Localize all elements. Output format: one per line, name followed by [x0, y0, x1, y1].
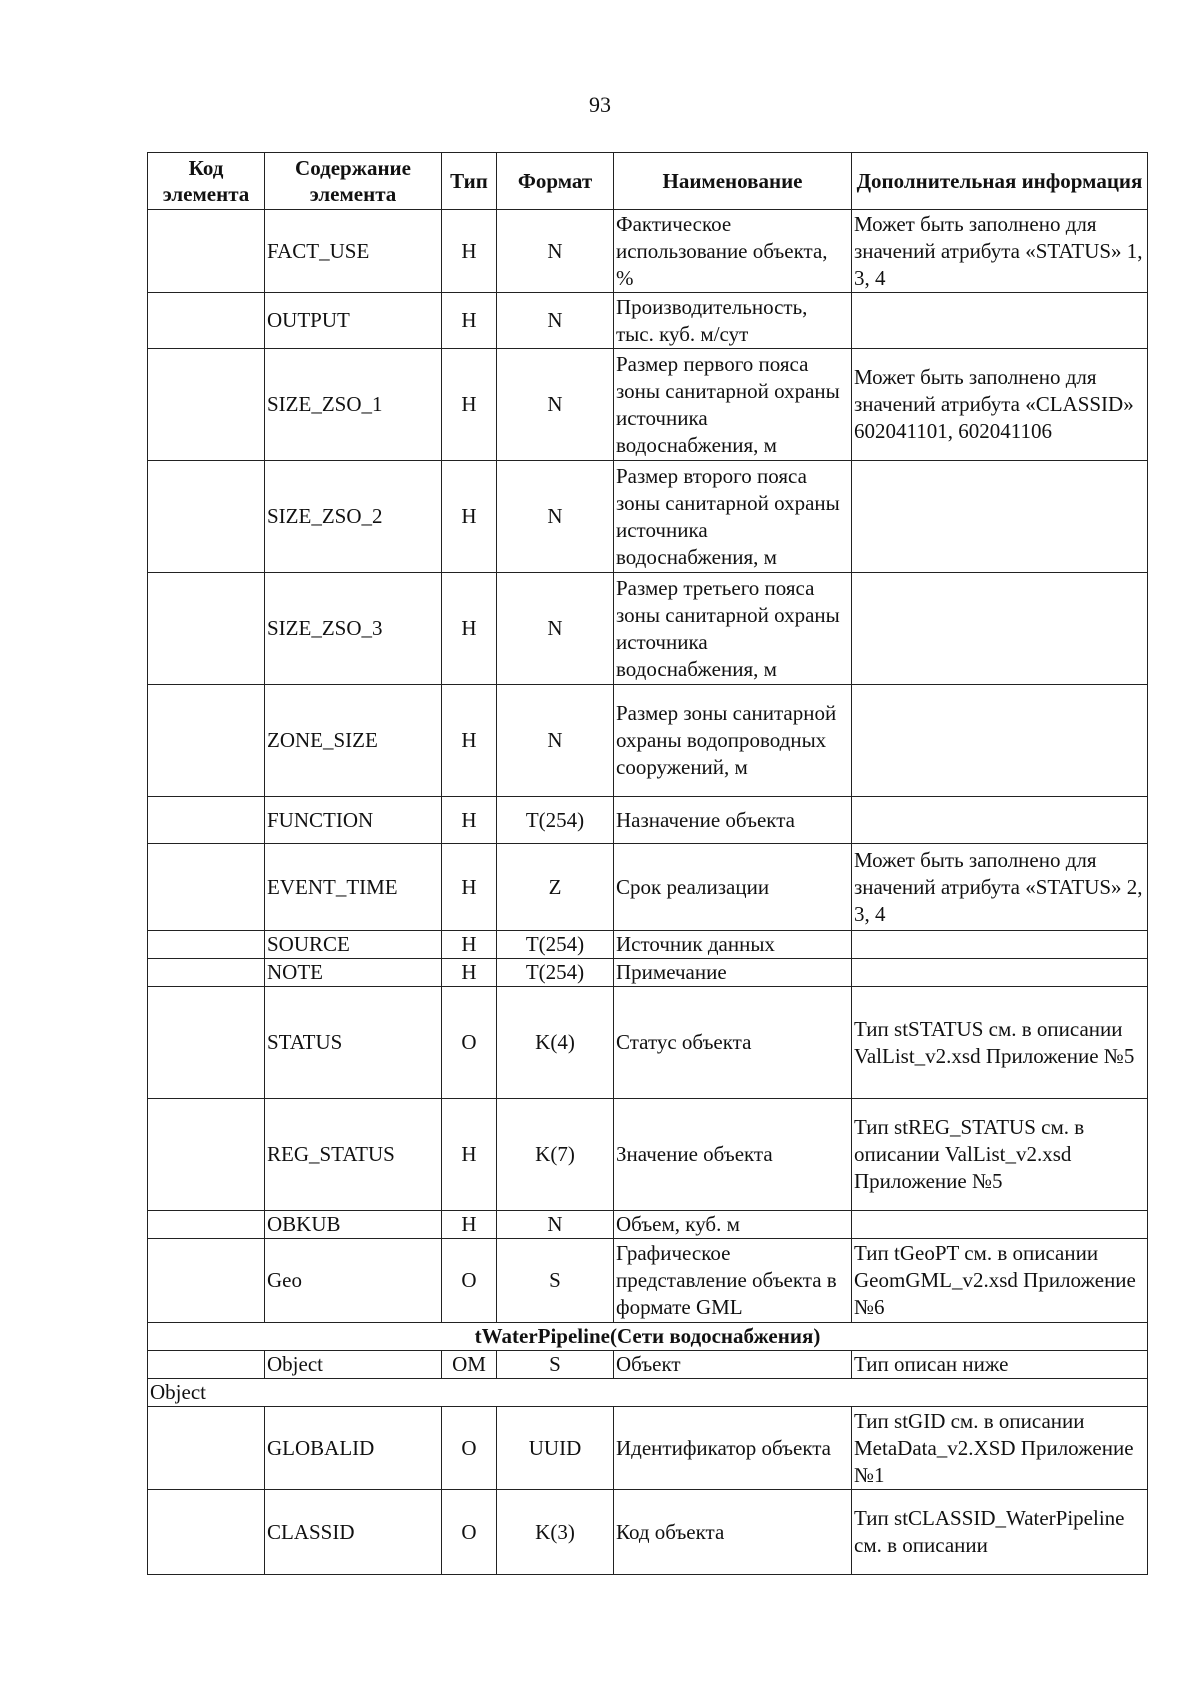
type-cell: Н [442, 1211, 497, 1239]
info-cell: Тип stREG_STATUS см. в описании ValList_v2.xsd Приложение №5 [852, 1099, 1148, 1211]
element-name-cell: STATUS [265, 987, 442, 1099]
format-cell: N [497, 1211, 614, 1239]
element-name-cell: NOTE [265, 959, 442, 987]
format-cell: N [497, 210, 614, 293]
info-cell [852, 573, 1148, 685]
info-cell: Тип stSTATUS см. в описании ValList_v2.xsd Приложение №5 [852, 987, 1148, 1099]
format-cell: K(3) [497, 1490, 614, 1575]
type-cell: Н [442, 210, 497, 293]
element-name-cell: OUTPUT [265, 293, 442, 349]
type-cell: Н [442, 844, 497, 931]
table-row [148, 931, 1148, 959]
table-row [148, 959, 1148, 987]
element-code-cell [148, 210, 265, 293]
type-cell: Н [442, 797, 497, 844]
type-cell: Н [442, 1099, 497, 1211]
format-cell: K(7) [497, 1099, 614, 1211]
type-cell: Н [442, 349, 497, 461]
info-cell: Может быть заполнено для значений атрибута «CLASSID» 602041101, 602041106 [852, 349, 1148, 461]
title-cell: Идентификатор объекта [614, 1407, 852, 1490]
header-content: Содержание элемента [265, 153, 442, 210]
element-code-cell [148, 1407, 265, 1490]
table-row [148, 844, 1148, 931]
element-code-cell [148, 1211, 265, 1239]
info-cell: Тип описан ниже [852, 1351, 1148, 1379]
group-label: Object [148, 1379, 1148, 1407]
table-row [148, 349, 1148, 461]
title-cell: Графическое представление объекта в формате GML [614, 1239, 852, 1323]
type-cell: Н [442, 461, 497, 573]
section-title: tWaterPipeline(Сети водоснабжения) [148, 1323, 1148, 1351]
format-cell: N [497, 685, 614, 797]
info-cell: Может быть заполнено для значений атрибута «STATUS» 1, 3, 4 [852, 210, 1148, 293]
table-row [148, 1490, 1148, 1575]
section-row [148, 1323, 1148, 1351]
element-code-cell [148, 797, 265, 844]
element-code-cell [148, 349, 265, 461]
table-row [148, 573, 1148, 685]
title-cell: Размер второго пояса зоны санитарной охраны источника водоснабжения, м [614, 461, 852, 573]
info-cell: Тип stCLASSID_WaterPipeline см. в описании [852, 1490, 1148, 1575]
header-format: Формат [497, 153, 614, 210]
element-code-cell [148, 931, 265, 959]
type-cell: Н [442, 931, 497, 959]
type-cell: О [442, 987, 497, 1099]
type-cell: О [442, 1239, 497, 1323]
format-cell: N [497, 349, 614, 461]
element-code-cell [148, 1099, 265, 1211]
type-cell: Н [442, 959, 497, 987]
title-cell: Назначение объекта [614, 797, 852, 844]
element-name-cell: FUNCTION [265, 797, 442, 844]
format-cell: T(254) [497, 931, 614, 959]
title-cell: Производительность, тыс. куб. м/сут [614, 293, 852, 349]
type-cell: Н [442, 293, 497, 349]
type-cell: Н [442, 685, 497, 797]
element-name-cell: SIZE_ZSO_3 [265, 573, 442, 685]
title-cell: Код объекта [614, 1490, 852, 1575]
format-cell: T(254) [497, 959, 614, 987]
element-name-cell: SIZE_ZSO_1 [265, 349, 442, 461]
format-cell: T(254) [497, 797, 614, 844]
type-cell: ОМ [442, 1351, 497, 1379]
info-cell [852, 959, 1148, 987]
title-cell: Объект [614, 1351, 852, 1379]
table-row [148, 1099, 1148, 1211]
table-row [148, 1407, 1148, 1490]
info-cell: Тип tGeoPT см. в описании GeomGML_v2.xsd Приложение №6 [852, 1239, 1148, 1323]
info-cell [852, 797, 1148, 844]
element-name-cell: CLASSID [265, 1490, 442, 1575]
info-cell [852, 931, 1148, 959]
element-code-cell [148, 1351, 265, 1379]
format-cell: Z [497, 844, 614, 931]
title-cell: Статус объекта [614, 987, 852, 1099]
table-row [148, 461, 1148, 573]
format-cell: N [497, 573, 614, 685]
title-cell: Значение объекта [614, 1099, 852, 1211]
table-row [148, 685, 1148, 797]
info-cell: Тип stGID см. в описании MetaData_v2.XSD Приложение №1 [852, 1407, 1148, 1490]
spec-table [147, 152, 1148, 1575]
table-row [148, 987, 1148, 1099]
type-cell: О [442, 1490, 497, 1575]
table-row [148, 1239, 1148, 1323]
title-cell: Размер зоны санитарной охраны водопроводных сооружений, м [614, 685, 852, 797]
info-cell [852, 1211, 1148, 1239]
format-cell: N [497, 461, 614, 573]
title-cell: Источник данных [614, 931, 852, 959]
element-code-cell [148, 685, 265, 797]
title-cell: Размер первого пояса зоны санитарной охраны источника водоснабжения, м [614, 349, 852, 461]
title-cell: Размер третьего пояса зоны санитарной охраны источника водоснабжения, м [614, 573, 852, 685]
element-code-cell [148, 1490, 265, 1575]
table-row [148, 293, 1148, 349]
element-name-cell: SIZE_ZSO_2 [265, 461, 442, 573]
type-cell: О [442, 1407, 497, 1490]
header-row [148, 153, 1148, 210]
title-cell: Срок реализации [614, 844, 852, 931]
element-code-cell [148, 573, 265, 685]
format-cell: S [497, 1239, 614, 1323]
table-row [148, 210, 1148, 293]
element-code-cell [148, 844, 265, 931]
element-name-cell: ZONE_SIZE [265, 685, 442, 797]
element-name-cell: Object [265, 1351, 442, 1379]
info-cell [852, 461, 1148, 573]
element-name-cell: SOURCE [265, 931, 442, 959]
header-name: Наименование [614, 153, 852, 210]
element-name-cell: EVENT_TIME [265, 844, 442, 931]
type-cell: Н [442, 573, 497, 685]
element-code-cell [148, 293, 265, 349]
header-info: Дополнительная информация [852, 153, 1148, 210]
info-cell [852, 293, 1148, 349]
element-name-cell: Geo [265, 1239, 442, 1323]
header-type: Тип [442, 153, 497, 210]
table-row [148, 1211, 1148, 1239]
element-code-cell [148, 987, 265, 1099]
element-name-cell: GLOBALID [265, 1407, 442, 1490]
header-code: Код элемента [148, 153, 265, 210]
info-cell: Может быть заполнено для значений атрибута «STATUS» 2, 3, 4 [852, 844, 1148, 931]
element-code-cell [148, 959, 265, 987]
page-number: 93 [589, 92, 611, 117]
element-name-cell: REG_STATUS [265, 1099, 442, 1211]
table-row [148, 797, 1148, 844]
format-cell: S [497, 1351, 614, 1379]
format-cell: K(4) [497, 987, 614, 1099]
element-code-cell [148, 1239, 265, 1323]
element-name-cell: OBKUB [265, 1211, 442, 1239]
title-cell: Фактическое использование объекта, % [614, 210, 852, 293]
format-cell: N [497, 293, 614, 349]
group-label-row [148, 1379, 1148, 1407]
table-row [148, 1351, 1148, 1379]
element-code-cell [148, 461, 265, 573]
title-cell: Примечание [614, 959, 852, 987]
element-name-cell: FACT_USE [265, 210, 442, 293]
info-cell [852, 685, 1148, 797]
title-cell: Объем, куб. м [614, 1211, 852, 1239]
format-cell: UUID [497, 1407, 614, 1490]
